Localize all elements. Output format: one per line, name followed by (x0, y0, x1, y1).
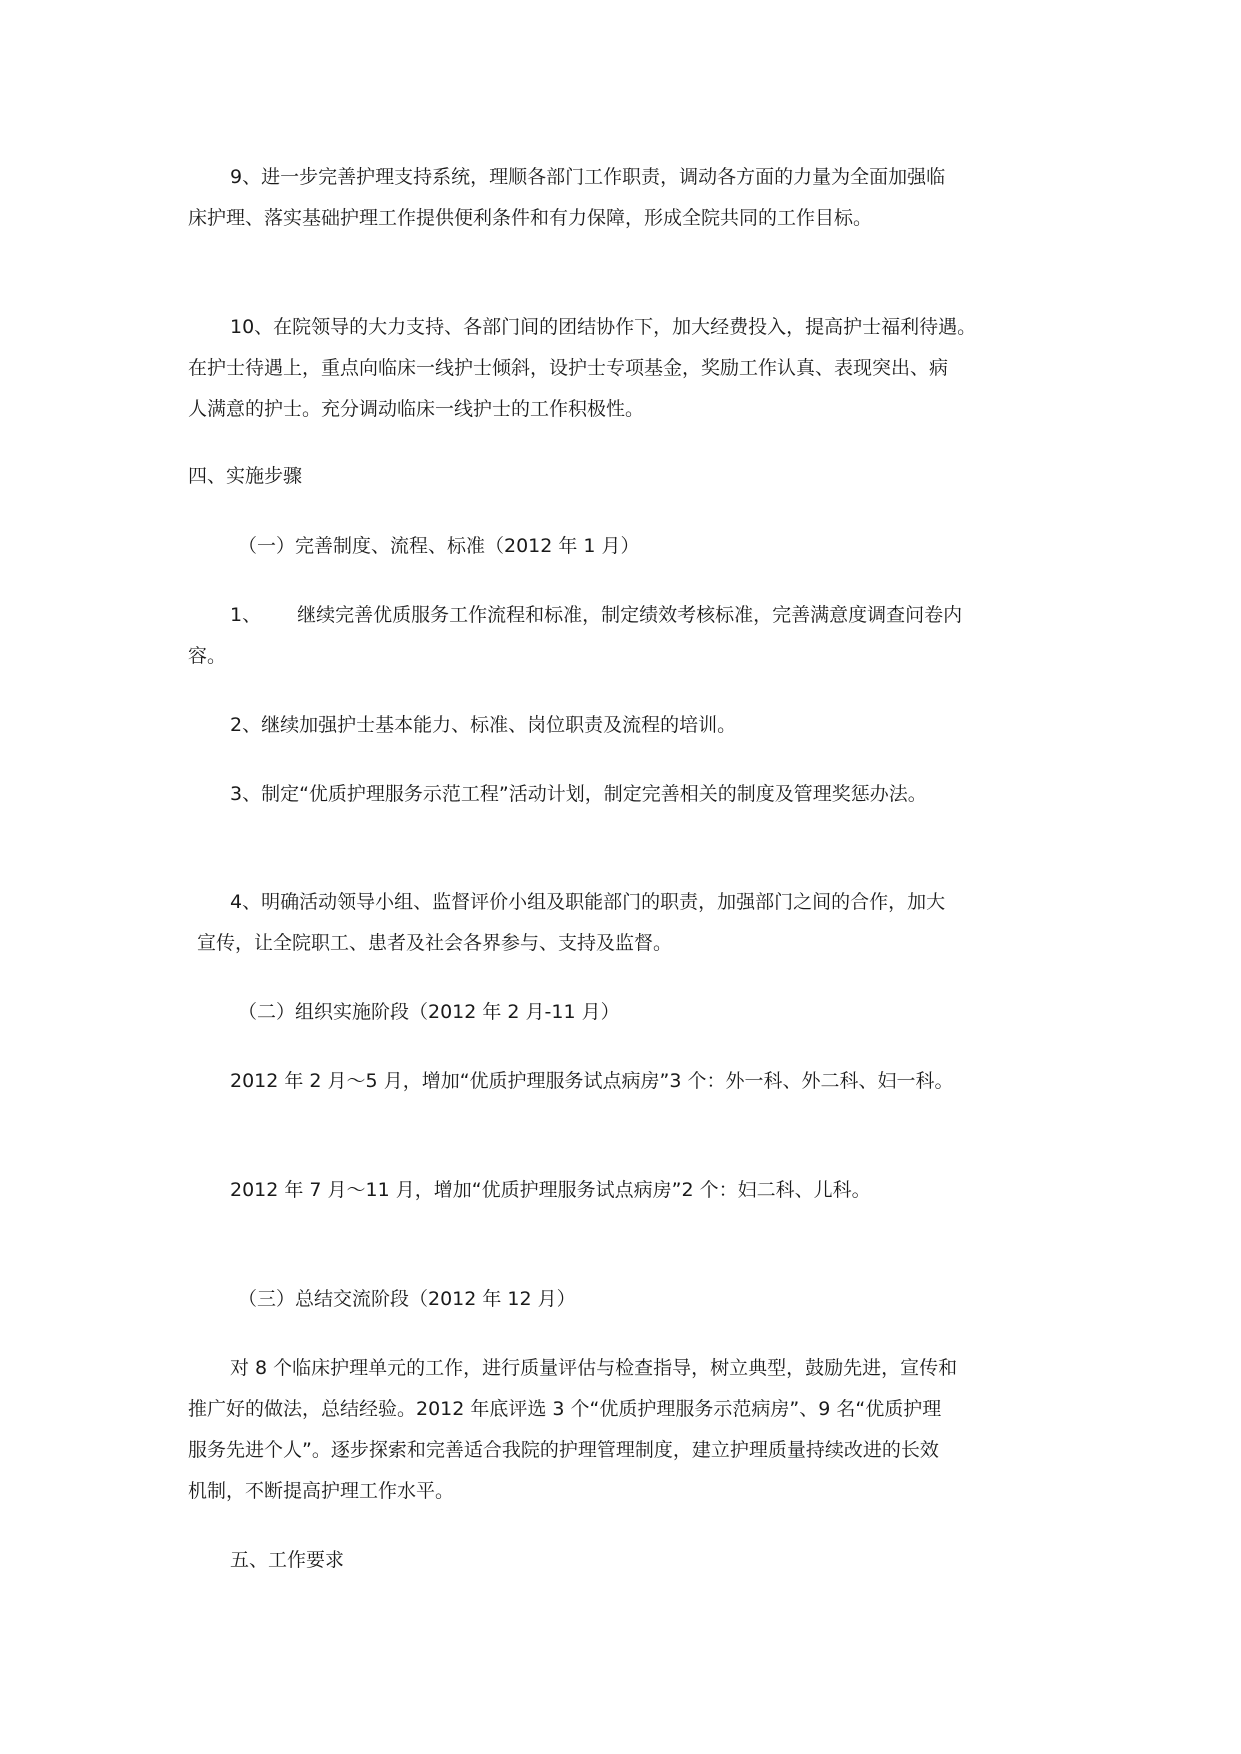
stage2-line1: 2012 年 2 月～5 月，增加“优质护理服务试点病房”3 个：外一科、外二科、妇一科。 (230, 1070, 954, 1092)
stage2-line2: 2012 年 7 月～11 月，增加“优质护理服务试点病房”2 个：妇二科、儿科。 (230, 1179, 871, 1201)
stage1-item2: 2、继续加强护士基本能力、标准、岗位职责及流程的培训。 (230, 714, 737, 736)
section4-title: 四、实施步骤 (188, 465, 303, 487)
para10-line3: 人满意的护士。充分调动临床一线护士的工作积极性。 (188, 398, 645, 420)
para9-line1: 9、进一步完善护理支持系统，理顺各部门工作职责，调动各方面的力量为全面加强临 (230, 166, 946, 188)
stage1-item3: 3、制定“优质护理服务示范工程”活动计划，制定完善相关的制度及管理奖惩办法。 (230, 783, 927, 805)
section5-title: 五、工作要求 (230, 1549, 345, 1571)
stage1-item4-line1: 4、明确活动领导小组、监督评价小组及职能部门的职责，加强部门之间的合作，加大 (230, 891, 946, 913)
para10-line2: 在护士待遇上，重点向临床一线护士倾斜，设护士专项基金，奖励工作认真、表现突出、病 (188, 357, 949, 379)
stage3-title: （三）总结交流阶段（2012 年 12 月） (238, 1288, 576, 1310)
para9-line2: 床护理、落实基础护理工作提供便利条件和有力保障，形成全院共同的工作目标。 (188, 207, 873, 229)
stage1-item1-number: 1、 (230, 604, 262, 626)
stage1-item1-text: 继续完善优质服务工作流程和标准，制定绩效考核标准，完善满意度调查问卷内 (297, 604, 963, 626)
stage1-item1-line2: 容。 (188, 645, 227, 667)
stage3-line4: 机制，不断提高护理工作水平。 (188, 1480, 455, 1502)
stage1-title: （一）完善制度、流程、标准（2012 年 1 月） (238, 535, 640, 557)
para10-line1: 10、在院领导的大力支持、各部门间的团结协作下，加大经费投入，提高护士福利待遇。 (230, 316, 977, 338)
stage3-line2: 推广好的做法，总结经验。2012 年底评选 3 个“优质护理服务示范病房”、9 名“优质护理 (188, 1398, 942, 1420)
stage1-item4-line2: 宣传，让全院职工、患者及社会各界参与、支持及监督。 (197, 932, 673, 954)
stage3-line1: 对 8 个临床护理单元的工作，进行质量评估与检查指导，树立典型，鼓励先进，宣传和 (230, 1357, 958, 1379)
stage3-line3: 服务先进个人”。逐步探索和完善适合我院的护理管理制度，建立护理质量持续改进的长效 (188, 1439, 939, 1461)
stage1-item1-line1 (230, 606, 962, 625)
stage2-title: （二）组织实施阶段（2012 年 2 月-11 月） (238, 1001, 620, 1023)
